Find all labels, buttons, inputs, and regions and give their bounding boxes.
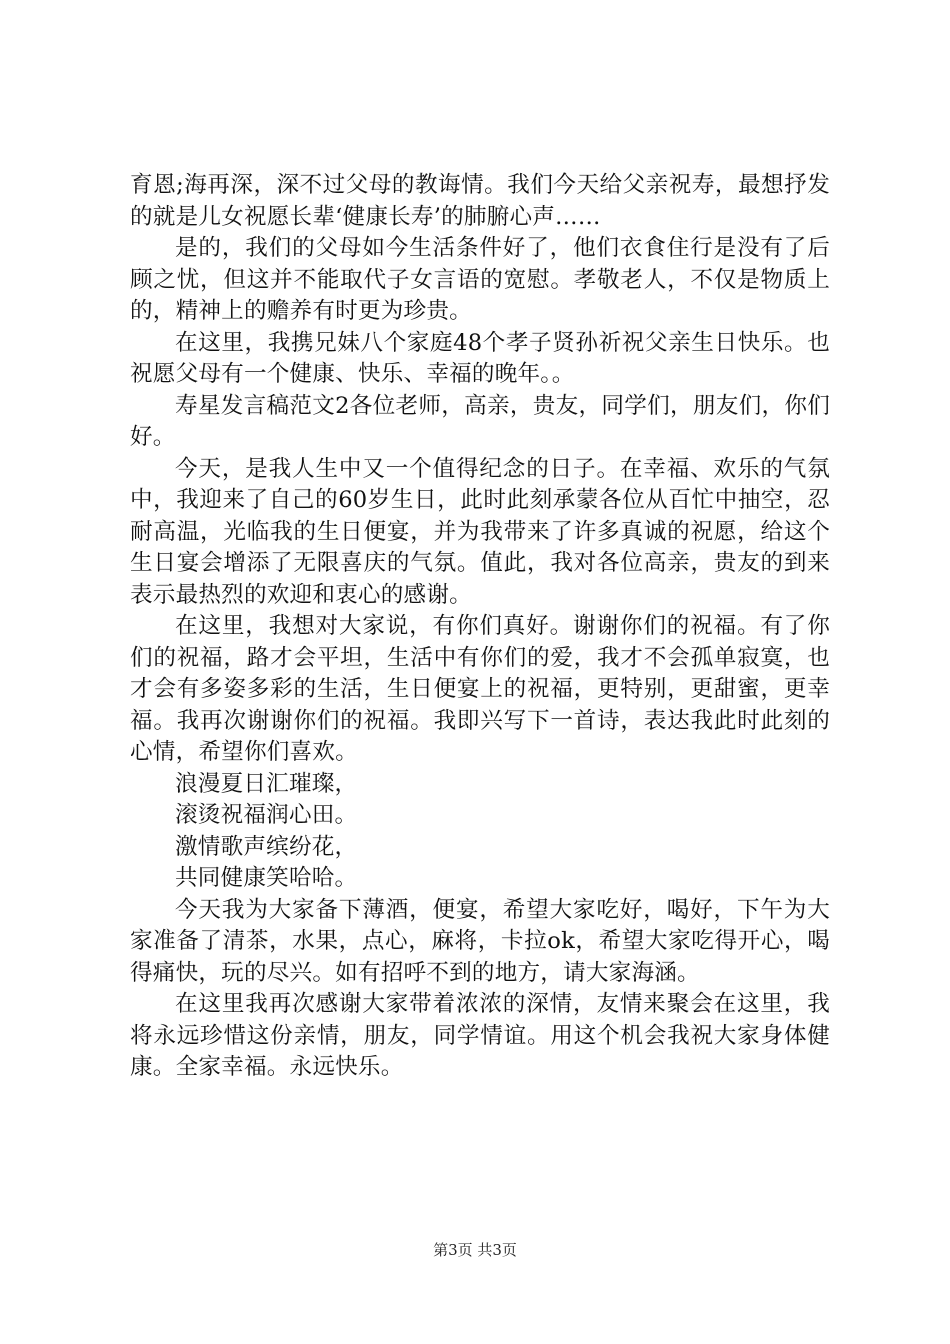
poem-line: 滚烫祝福润心田。 <box>175 802 358 828</box>
poem <box>130 769 830 895</box>
document-body <box>130 170 830 1084</box>
paragraph-continued: 育恩;海再深，深不过父母的教诲情。我们今天给父亲祝寿，最想抒发的就是儿女祝愿长辈‘健康长寿’的肺腑心声…… <box>130 172 830 230</box>
page-footer: 第3页 共3页 <box>433 1241 517 1259</box>
poem-line: 共同健康笑哈哈。 <box>175 865 358 891</box>
paragraph: 在这里，我想对大家说，有你们真好。谢谢你们的祝福。有了你们的祝福，路才会平坦，生活中有你们的爱，我才不会孤单寂寞，也才会有多姿多彩的生活，生日便宴上的祝福，更特别，更甜蜜，更幸福。我再次谢谢你们的祝福。我即兴写下一首诗，表达我此时此刻的心情，希望你们喜欢。 <box>130 613 830 765</box>
paragraph: 在这里我再次感谢大家带着浓浓的深情，友情来聚会在这里，我将永远珍惜这份亲情，朋友，同学情谊。用这个机会我祝大家身体健康。全家幸福。永远快乐。 <box>130 991 830 1080</box>
paragraph: 今天，是我人生中又一个值得纪念的日子。在幸福、欢乐的气氛中，我迎来了自己的60岁生日，此时此刻承蒙各位从百忙中抽空，忍耐高温，光临我的生日便宴，并为我带来了许多真诚的祝愿，给这个生日宴会增添了无限喜庆的气氛。值此，我对各位高亲，贵友的到来表示最热烈的欢迎和衷心的感谢。 <box>130 455 830 608</box>
paragraph: 在这里，我携兄妹八个家庭48个孝子贤孙祈祝父亲生日快乐。也祝愿父母有一个健康、快乐、幸福的晚年。。 <box>130 329 830 387</box>
poem-line: 浪漫夏日汇璀璨， <box>175 770 358 797</box>
poem-line: 激情歌声缤纷花， <box>175 833 358 860</box>
paragraph: 寿星发言稿范文2各位老师，高亲，贵友，同学们，朋友们，你们好。 <box>130 392 830 450</box>
paragraph: 今天我为大家备下薄酒，便宴，希望大家吃好，喝好，下午为大家准备了清茶，水果，点心，麻将，卡拉ok，希望大家吃得开心，喝得痛快，玩的尽兴。如有招呼不到的地方，请大家海涵。 <box>130 896 830 986</box>
paragraph: 是的，我们的父母如今生活条件好了，他们衣食住行是没有了后顾之忧，但这并不能取代子女言语的宽慰。孝敬老人，不仅是物质上的，精神上的赡养有时更为珍贵。 <box>130 235 830 324</box>
